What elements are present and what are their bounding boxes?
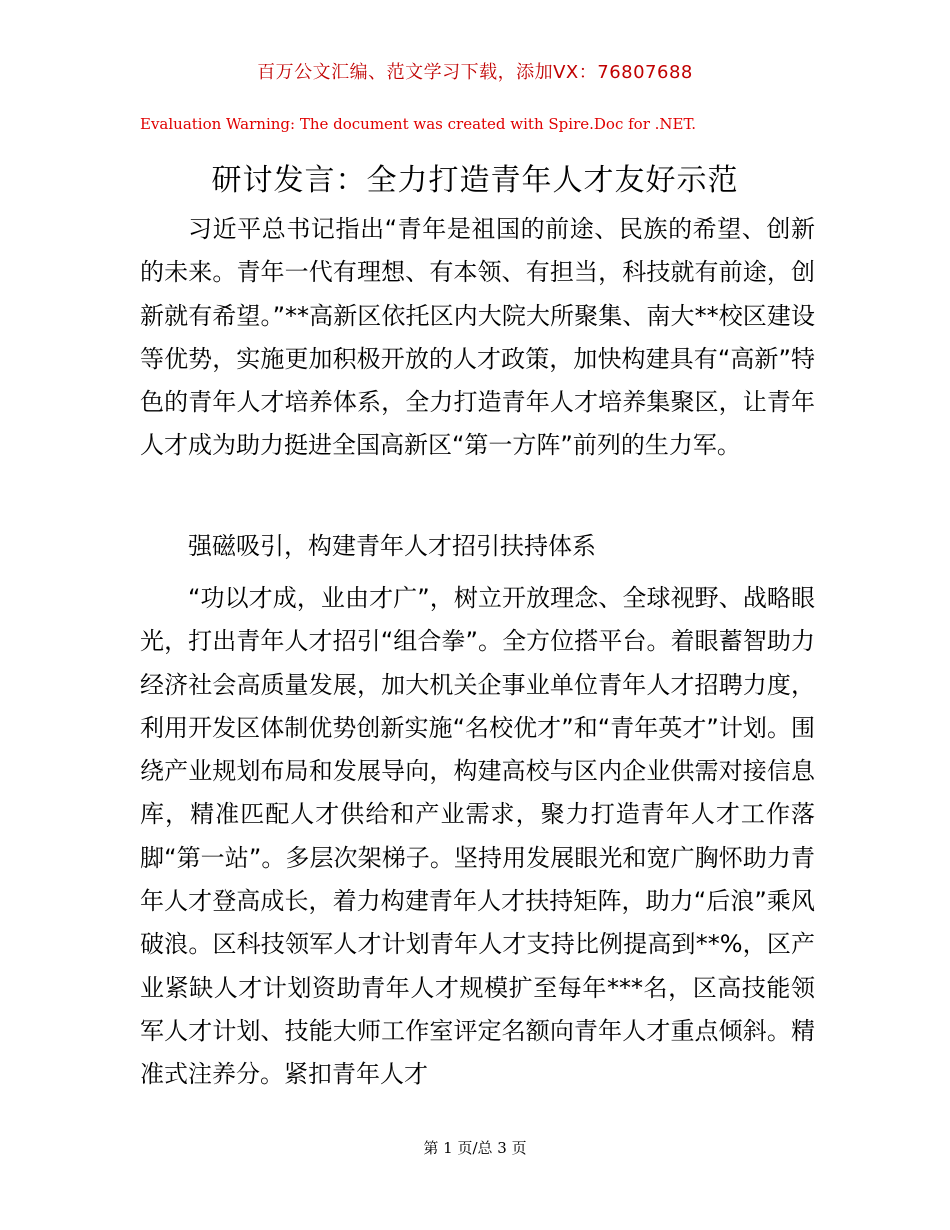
page-footer: 第 1 页/总 3 页	[423, 1139, 527, 1157]
section-heading: 强磁吸引，构建青年人才招引扶持体系	[188, 532, 596, 560]
evaluation-warning: Evaluation Warning: The document was created with Spire.Doc for .NET.	[140, 115, 697, 133]
header-banner: 百万公文汇编、范文学习下载，添加VX：76807688	[257, 62, 693, 83]
document-title: 研讨发言：全力打造青年人才友好示范	[211, 163, 739, 198]
body-paragraph-section: “功以才成，业由才广”，树立开放理念、全球视野、战略眼光，打出青年人才招引“组合拳”。全方位搭平台。着眼蓄智助力经济社会高质量发展，加大机关企事业单位青年人才招聘力度，利用开发区体制优势创新实施“名校优才”和“青年英才”计划。围绕产业规划布局和发展导向，构建高校与区内企业供需对接信息库，精准匹配人才供给和产业需求，聚力打造青年人才工作落脚“第一站”。多层次架梯子。坚持用发展眼光和宽广胸怀助力青年人才登高成长，着力构建青年人才扶持矩阵，助力“后浪”乘风破浪。区科技领军人才计划青年人才支持比例提高到**%，区产业紧缺人才计划资助青年人才规模扩至每年***名，区高技能领军人才计划、技能大师工作室评定名额向青年人才重点倾斜。精准式注养分。紧扣青年人才	[140, 584, 815, 1089]
body-paragraph-intro: 习近平总书记指出“青年是祖国的前途、民族的希望、创新的未来。青年一代有理想、有本领、有担当，科技就有前途，创新就有希望。”**高新区依托区内大院大所聚集、南大**校区建设等优势，实施更加积极开放的人才政策，加快构建具有“高新”特色的青年人才培养体系，全力打造青年人才培养集聚区，让青年人才成为助力挺进全国高新区“第一方阵”前列的生力军。	[140, 215, 815, 460]
